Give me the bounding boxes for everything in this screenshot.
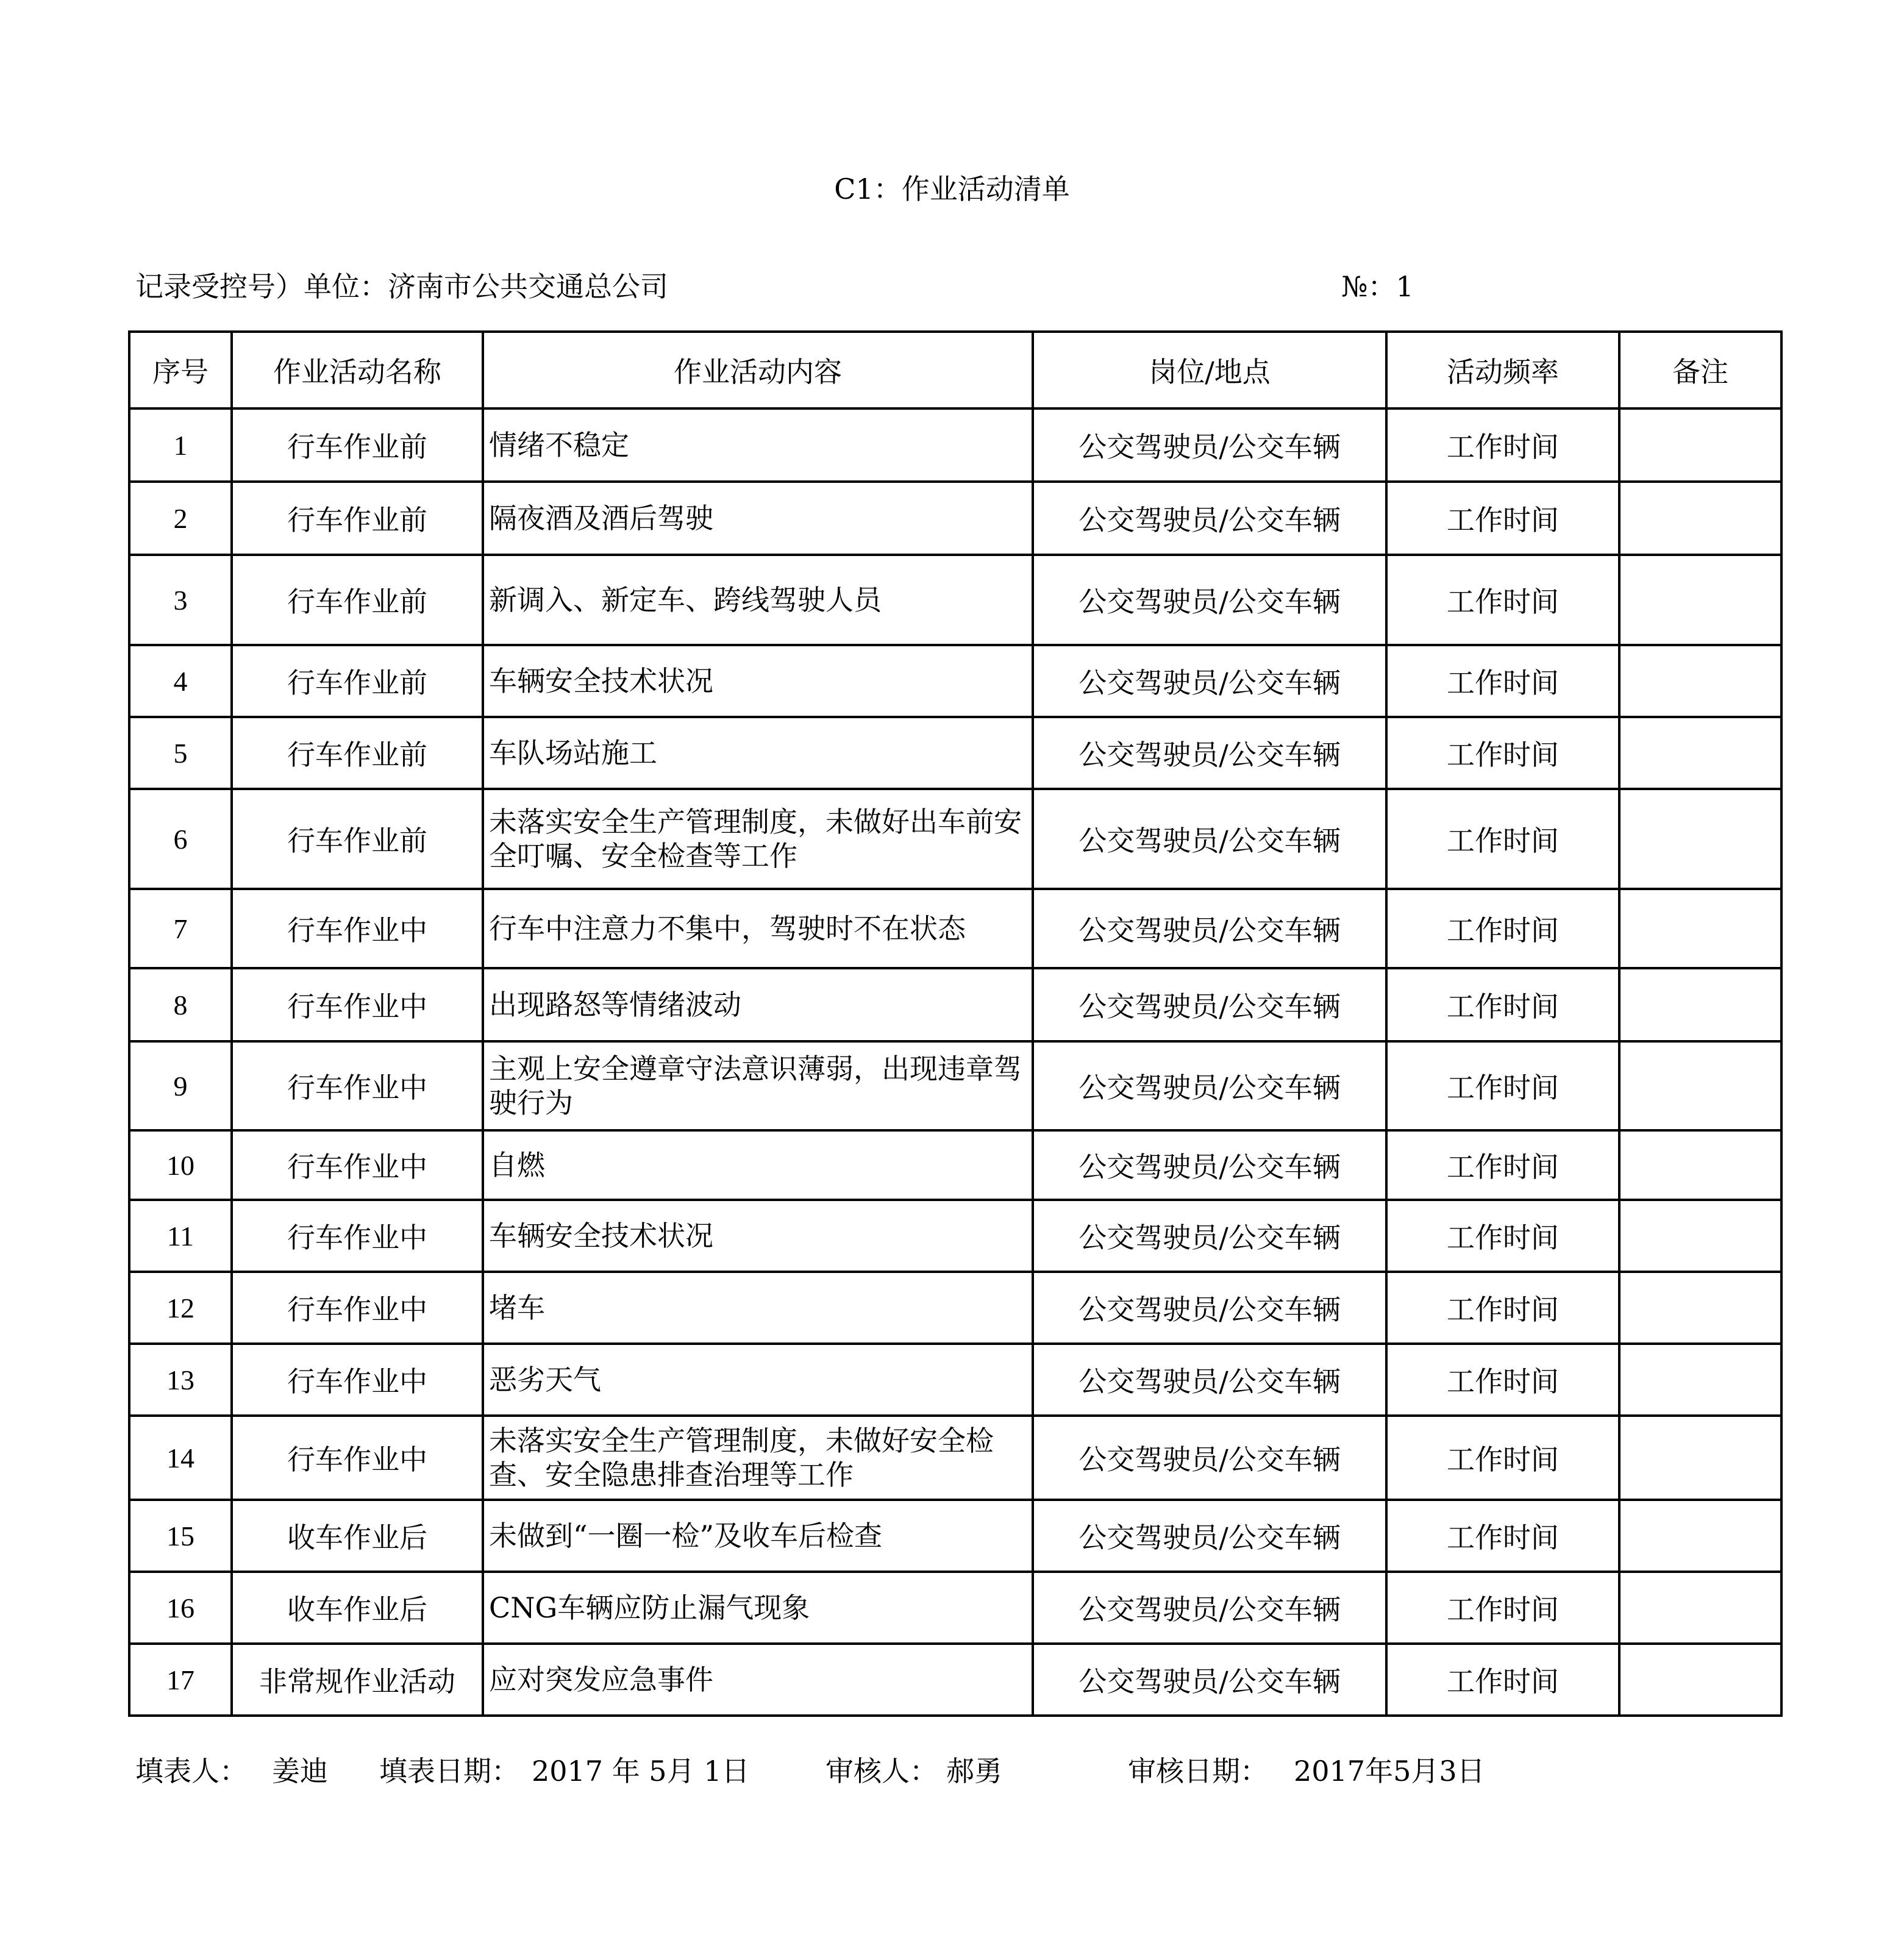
row-activity-content: 隔夜酒及酒后驾驶 xyxy=(483,482,1033,555)
table-row xyxy=(129,889,1781,968)
row-frequency: 工作时间 xyxy=(1386,1272,1619,1344)
row-post-location: 公交驾驶员/公交车辆 xyxy=(1033,555,1386,645)
row-note xyxy=(1619,1644,1781,1716)
row-activity-content: 情绪不稳定 xyxy=(483,408,1033,482)
document-number: №：1 xyxy=(1341,270,1414,303)
row-no: 2 xyxy=(129,482,232,555)
fill-date-label: 填表日期： xyxy=(379,1755,519,1788)
row-post-location: 公交驾驶员/公交车辆 xyxy=(1033,1416,1386,1500)
row-note xyxy=(1619,1130,1781,1200)
row-activity-name: 行车作业前 xyxy=(232,482,483,555)
row-no: 6 xyxy=(129,789,232,889)
row-note xyxy=(1619,1041,1781,1130)
row-activity-name: 行车作业中 xyxy=(232,1344,483,1416)
row-frequency: 工作时间 xyxy=(1386,1644,1619,1716)
row-post-location: 公交驾驶员/公交车辆 xyxy=(1033,789,1386,889)
row-no: 14 xyxy=(129,1416,232,1500)
row-post-location: 公交驾驶员/公交车辆 xyxy=(1033,1644,1386,1716)
fill-date: 2017 年 5月 1日 xyxy=(532,1755,750,1788)
row-no: 5 xyxy=(129,717,232,789)
row-no: 13 xyxy=(129,1344,232,1416)
filler-label: 填表人： xyxy=(135,1755,248,1788)
table-row xyxy=(129,1130,1781,1200)
row-frequency: 工作时间 xyxy=(1386,1200,1619,1272)
row-no: 11 xyxy=(129,1200,232,1272)
row-activity-content: 车辆安全技术状况 xyxy=(483,1200,1033,1272)
row-activity-content: 应对突发应急事件 xyxy=(483,1644,1033,1716)
header-frequency: 活动频率 xyxy=(1386,332,1619,408)
row-post-location: 公交驾驶员/公交车辆 xyxy=(1033,408,1386,482)
row-post-location: 公交驾驶员/公交车辆 xyxy=(1033,482,1386,555)
row-activity-name: 行车作业中 xyxy=(232,1272,483,1344)
row-post-location: 公交驾驶员/公交车辆 xyxy=(1033,1130,1386,1200)
table-row xyxy=(129,645,1781,717)
table-row xyxy=(129,1272,1781,1344)
activity-table xyxy=(128,330,1783,1717)
row-activity-content: 未落实安全生产管理制度，未做好安全检查、安全隐患排查治理等工作 xyxy=(483,1416,1033,1500)
row-no: 1 xyxy=(129,408,232,482)
row-post-location: 公交驾驶员/公交车辆 xyxy=(1033,1344,1386,1416)
row-no: 8 xyxy=(129,968,232,1041)
row-no: 15 xyxy=(129,1500,232,1572)
row-frequency: 工作时间 xyxy=(1386,555,1619,645)
table-row xyxy=(129,1041,1781,1130)
row-activity-content: 未做到“一圈一检”及收车后检查 xyxy=(483,1500,1033,1572)
table-row xyxy=(129,555,1781,645)
row-activity-name: 收车作业后 xyxy=(232,1500,483,1572)
row-activity-name: 行车作业中 xyxy=(232,1416,483,1500)
row-activity-content: CNG车辆应防止漏气现象 xyxy=(483,1572,1033,1644)
table-header-row xyxy=(129,332,1781,408)
row-post-location: 公交驾驶员/公交车辆 xyxy=(1033,645,1386,717)
row-no: 7 xyxy=(129,889,232,968)
row-no: 16 xyxy=(129,1572,232,1644)
table-row xyxy=(129,1644,1781,1716)
row-note xyxy=(1619,1572,1781,1644)
row-no: 12 xyxy=(129,1272,232,1344)
row-post-location: 公交驾驶员/公交车辆 xyxy=(1033,889,1386,968)
row-frequency: 工作时间 xyxy=(1386,968,1619,1041)
row-activity-name: 行车作业中 xyxy=(232,889,483,968)
row-activity-name: 非常规作业活动 xyxy=(232,1644,483,1716)
review-date-label: 审核日期： xyxy=(1128,1755,1268,1788)
row-note xyxy=(1619,645,1781,717)
filler-name: 姜迪 xyxy=(272,1755,328,1788)
table-row xyxy=(129,1500,1781,1572)
row-activity-content: 车辆安全技术状况 xyxy=(483,645,1033,717)
table-row xyxy=(129,1200,1781,1272)
row-note xyxy=(1619,555,1781,645)
row-activity-name: 行车作业前 xyxy=(232,645,483,717)
row-frequency: 工作时间 xyxy=(1386,1344,1619,1416)
row-note xyxy=(1619,1344,1781,1416)
row-post-location: 公交驾驶员/公交车辆 xyxy=(1033,968,1386,1041)
row-frequency: 工作时间 xyxy=(1386,482,1619,555)
row-activity-name: 行车作业中 xyxy=(232,1041,483,1130)
header-no: 序号 xyxy=(129,332,232,408)
row-no: 10 xyxy=(129,1130,232,1200)
row-no: 3 xyxy=(129,555,232,645)
row-activity-name: 行车作业中 xyxy=(232,1130,483,1200)
table-row xyxy=(129,717,1781,789)
review-date: 2017年5月3日 xyxy=(1294,1755,1485,1788)
table-row xyxy=(129,1572,1781,1644)
row-post-location: 公交驾驶员/公交车辆 xyxy=(1033,1041,1386,1130)
row-activity-name: 行车作业中 xyxy=(232,968,483,1041)
header-activity-content: 作业活动内容 xyxy=(483,332,1033,408)
row-note xyxy=(1619,968,1781,1041)
row-frequency: 工作时间 xyxy=(1386,645,1619,717)
unit-line: 记录受控号）单位：济南市公共交通总公司 xyxy=(135,270,668,303)
row-note xyxy=(1619,1200,1781,1272)
row-activity-name: 收车作业后 xyxy=(232,1572,483,1644)
table-row xyxy=(129,968,1781,1041)
row-frequency: 工作时间 xyxy=(1386,1416,1619,1500)
header-activity-name: 作业活动名称 xyxy=(232,332,483,408)
row-activity-content: 堵车 xyxy=(483,1272,1033,1344)
table-row xyxy=(129,408,1781,482)
row-note xyxy=(1619,1500,1781,1572)
row-activity-name: 行车作业中 xyxy=(232,1200,483,1272)
reviewer-name: 郝勇 xyxy=(946,1755,1002,1788)
reviewer-label: 审核人： xyxy=(825,1755,938,1788)
row-activity-content: 主观上安全遵章守法意识薄弱，出现违章驾驶行为 xyxy=(483,1041,1033,1130)
table-row xyxy=(129,789,1781,889)
row-post-location: 公交驾驶员/公交车辆 xyxy=(1033,1272,1386,1344)
row-note xyxy=(1619,717,1781,789)
table-row xyxy=(129,1416,1781,1500)
row-note xyxy=(1619,889,1781,968)
header-post-location: 岗位/地点 xyxy=(1033,332,1386,408)
row-activity-name: 行车作业前 xyxy=(232,789,483,889)
row-activity-content: 自燃 xyxy=(483,1130,1033,1200)
table-row xyxy=(129,482,1781,555)
row-no: 9 xyxy=(129,1041,232,1130)
row-frequency: 工作时间 xyxy=(1386,789,1619,889)
row-note xyxy=(1619,789,1781,889)
row-activity-content: 未落实安全生产管理制度，未做好出车前安全叮嘱、安全检查等工作 xyxy=(483,789,1033,889)
row-activity-content: 新调入、新定车、跨线驾驶人员 xyxy=(483,555,1033,645)
row-activity-name: 行车作业前 xyxy=(232,717,483,789)
row-frequency: 工作时间 xyxy=(1386,408,1619,482)
row-note xyxy=(1619,482,1781,555)
row-post-location: 公交驾驶员/公交车辆 xyxy=(1033,1500,1386,1572)
header-note: 备注 xyxy=(1619,332,1781,408)
row-no: 17 xyxy=(129,1644,232,1716)
row-post-location: 公交驾驶员/公交车辆 xyxy=(1033,1200,1386,1272)
row-frequency: 工作时间 xyxy=(1386,717,1619,789)
row-frequency: 工作时间 xyxy=(1386,1500,1619,1572)
row-post-location: 公交驾驶员/公交车辆 xyxy=(1033,717,1386,789)
row-activity-name: 行车作业前 xyxy=(232,555,483,645)
row-activity-content: 行车中注意力不集中，驾驶时不在状态 xyxy=(483,889,1033,968)
row-activity-content: 车队场站施工 xyxy=(483,717,1033,789)
row-activity-content: 出现路怒等情绪波动 xyxy=(483,968,1033,1041)
page-title: C1：作业活动清单 xyxy=(834,173,1070,205)
row-post-location: 公交驾驶员/公交车辆 xyxy=(1033,1572,1386,1644)
table-row xyxy=(129,1344,1781,1416)
row-frequency: 工作时间 xyxy=(1386,1041,1619,1130)
row-frequency: 工作时间 xyxy=(1386,1130,1619,1200)
row-frequency: 工作时间 xyxy=(1386,889,1619,968)
row-frequency: 工作时间 xyxy=(1386,1572,1619,1644)
row-note xyxy=(1619,1416,1781,1500)
row-note xyxy=(1619,408,1781,482)
row-activity-name: 行车作业前 xyxy=(232,408,483,482)
row-no: 4 xyxy=(129,645,232,717)
row-activity-content: 恶劣天气 xyxy=(483,1344,1033,1416)
row-note xyxy=(1619,1272,1781,1344)
